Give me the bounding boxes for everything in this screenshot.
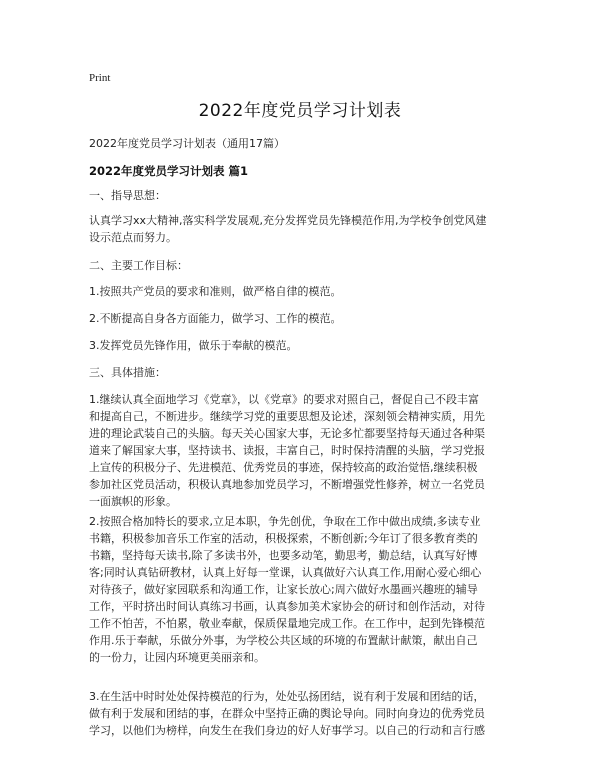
paragraph-line: 工作，平时挤出时间认真练习书画，认真参加美术家协会的研讨和创作活动，对待 (89, 600, 485, 613)
goals-heading: 二、主要工作目标： (89, 259, 188, 272)
paragraph-line: 工作不怕苦，不怕累，敬业奉献，保质保量地完成工作。在工作中，起到先锋模范 (89, 617, 485, 630)
paragraph-line: 对待孩子，做好家园联系和沟通工作，让家长放心;周六做好水墨画兴趣班的辅导 (89, 583, 478, 596)
paragraph-line: 1.继续认真全面地学习《党章》，以《党章》的要求对照自己，督促自己不段丰富 (89, 393, 479, 406)
paragraph-line: 做有利于发展和团结的事，在群众中坚持正确的舆论导向。同时向身边的优秀党员 (89, 707, 485, 720)
paragraph-line: 的一份力，让园内环境更美丽亲和。 (89, 651, 265, 664)
measures-heading: 三、具体措施： (89, 366, 166, 379)
goal-item-1: 1.按照共产党员的要求和准则，做严格自律的模范。 (89, 285, 342, 298)
measure-paragraph-1 (89, 391, 517, 510)
paragraph-line: 参加社区党员活动，积极认真地参加党员学习，不断增强党性修养，树立一名党员 (89, 478, 485, 491)
measure-paragraph-3 (89, 688, 517, 739)
document-title: 2022年度党员学习计划表 (198, 101, 402, 121)
paragraph-line: 和提高自己，不断进步。继续学习党的重要思想及论述，深刻领会精神实质，用先 (89, 410, 485, 423)
section-heading: 2022年度党员学习计划表 篇1 (89, 164, 249, 178)
guide-heading: 一、指导思想： (89, 189, 166, 202)
paragraph-line: 道来了解国家大事，坚持读书、读报，丰富自己，时时保持清醒的头脑，学习党报 (89, 444, 485, 457)
paragraph-line: 作用.乐于奉献，乐做分外事，为学校公共区域的环境的布置献计献策，献出自己 (89, 634, 478, 647)
goal-item-2: 2.不断提高自身各方面能力，做学习、工作的模范。 (89, 312, 342, 325)
paragraph-line: 上宣传的积极分子、先进模范、优秀党员的事迹，保持较高的政治觉悟,继续积极 (89, 461, 478, 474)
paragraph-line: 3.在生活中时时处处保持模范的行为，处处弘扬团结，说有利于发展和团结的话， (89, 690, 485, 703)
goal-item-3: 3.发挥党员先锋作用，做乐于奉献的模范。 (89, 339, 298, 352)
paragraph-line: 设示范点而努力。 (89, 231, 177, 244)
paragraph-line: 进的理论武装自己的头脑。每天关心国家大事，无论多忙都要坚持每天通过各种渠 (89, 427, 485, 440)
paragraph-line: 书籍，坚持每天读书,除了多读书外，也要多动笔，勤思考，勤总结，认真写好博 (89, 549, 478, 562)
paragraph-line: 客;同时认真钻研教材，认真上好每一堂课，认真做好六认真工作,用耐心爱心细心 (89, 566, 482, 579)
paragraph-line: 书籍，积极参加音乐工作室的活动，积极探索，不断创新;今年订了很多教育类的 (89, 532, 478, 545)
paragraph-line: 2.按照合格加特长的要求,立足本职，争先创优，争取在工作中做出成绩,多读专业 (89, 515, 481, 528)
guide-paragraph (89, 212, 517, 246)
paragraph-line: 学习，以他们为榜样，向发生在我们身边的好人好事学习。以自己的行动和言行感 (89, 724, 485, 737)
paragraph-line: 认真学习xx大精神,落实科学发展观,充分发挥党员先锋模范作用,为学校争创党风建 (89, 214, 487, 227)
measure-paragraph-2 (89, 513, 517, 666)
print-label: Print (89, 72, 111, 84)
document-subtitle: 2022年度党员学习计划表（通用17篇） (89, 137, 285, 150)
paragraph-line: 一面旗帜的形象。 (89, 495, 177, 508)
